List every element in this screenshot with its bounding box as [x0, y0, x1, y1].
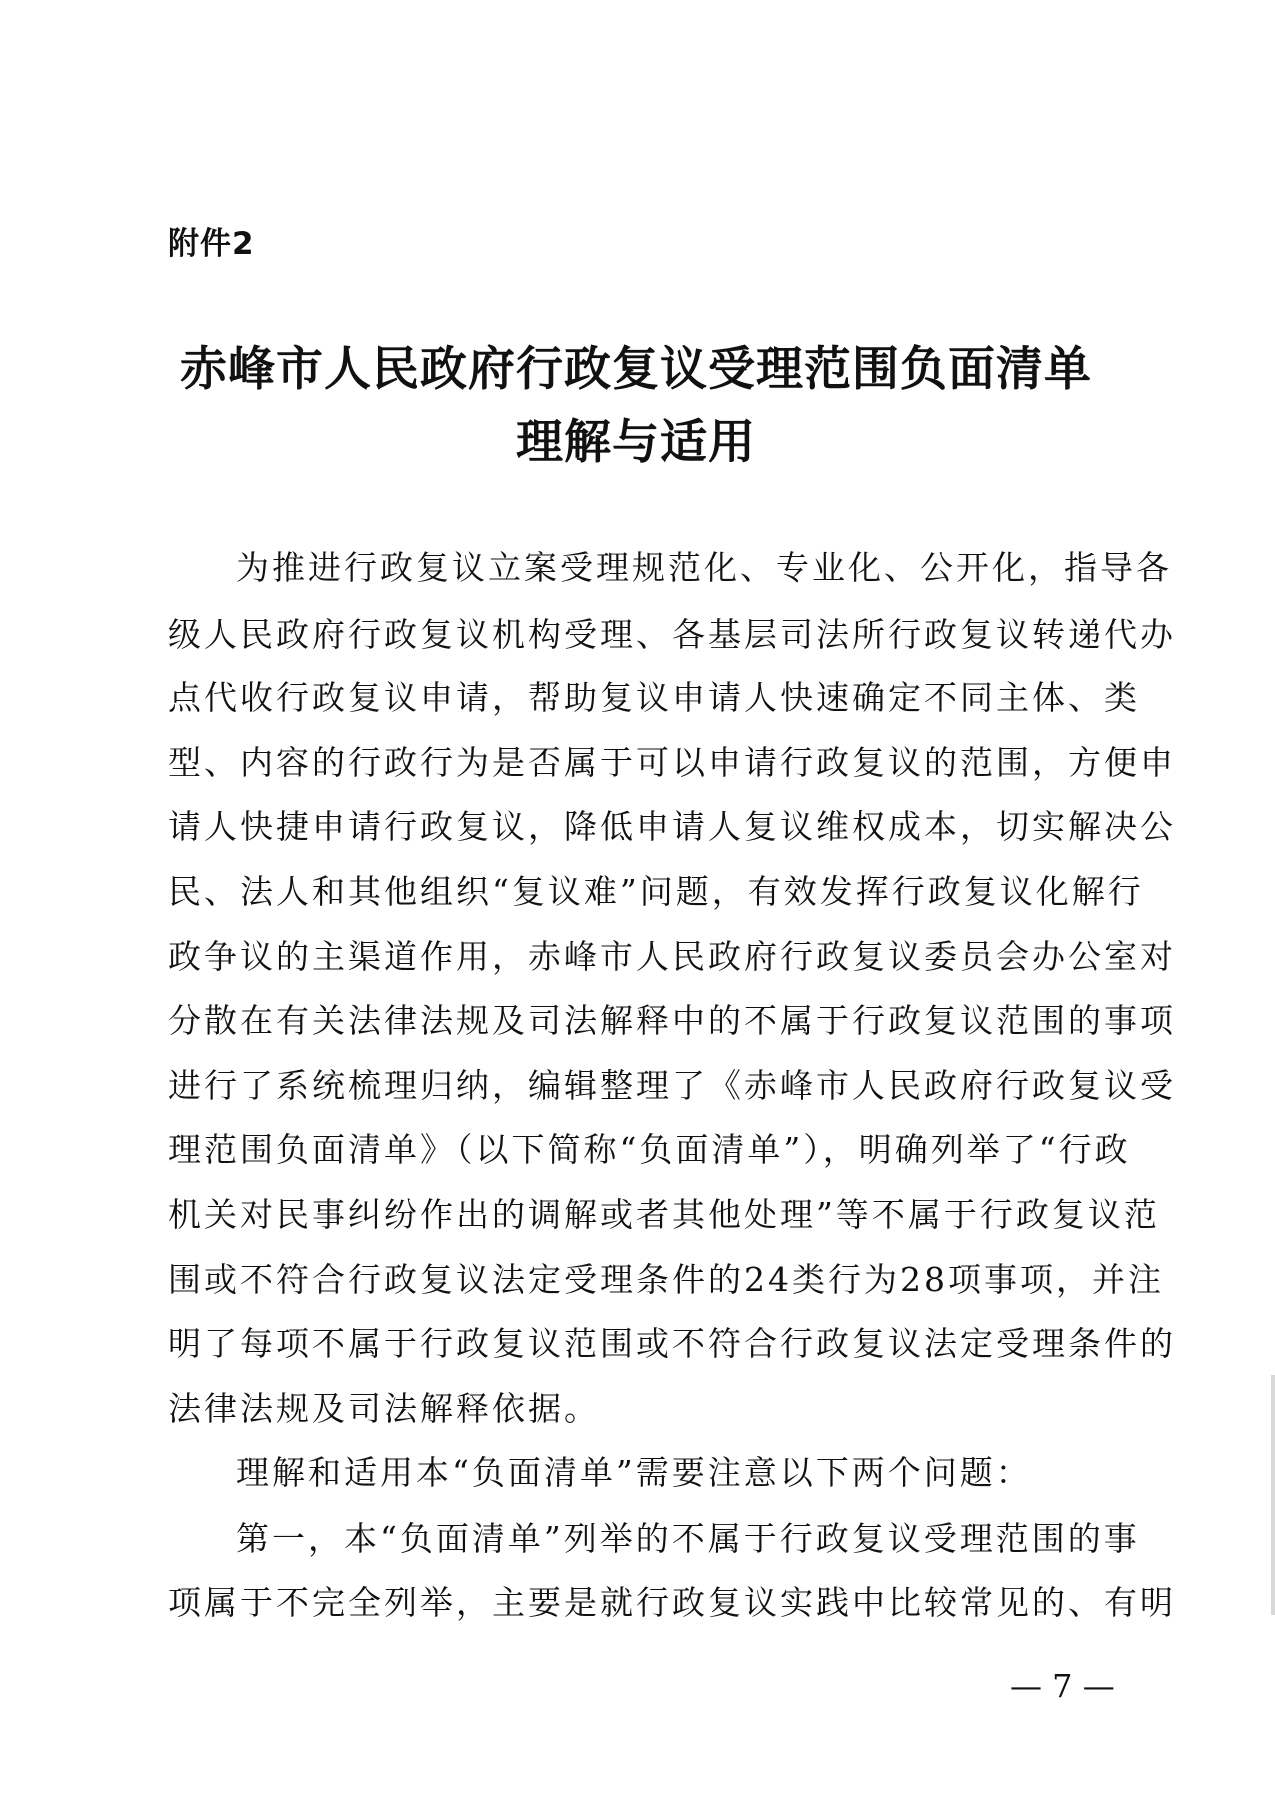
body-line-14: 法律法规及司法解释依据。 — [168, 1389, 600, 1428]
document-title-line-1: 赤峰市人民政府行政复议受理范围负面清单 — [180, 342, 1092, 397]
body-line-3: 点代收行政复议申请，帮助复议申请人快速确定不同主体、类 — [168, 678, 1140, 717]
page-number: — 7 — — [1010, 1667, 1115, 1705]
body-line-13: 明了每项不属于行政复议范围或不符合行政复议法定受理条件的 — [168, 1324, 1176, 1363]
body-line-10: 理范围负面清单》（以下简称“负面清单”），明确列举了“行政 — [168, 1130, 1131, 1169]
body-line-8: 分散在有关法律法规及司法解释中的不属于行政复议范围的事项 — [168, 1001, 1176, 1040]
body-line-4: 型、内容的行政行为是否属于可以申请行政复议的范围，方便申 — [168, 743, 1176, 782]
body-line-9: 进行了系统梳理归纳，编辑整理了《赤峰市人民政府行政复议受 — [168, 1066, 1176, 1105]
body-line-16: 第一，本“负面清单”列举的不属于行政复议受理范围的事 — [236, 1519, 1140, 1558]
attachment-label: 附件2 — [168, 226, 255, 262]
body-line-17: 项属于不完全列举，主要是就行政复议实践中比较常见的、有明 — [168, 1583, 1176, 1622]
body-line-1: 为推进行政复议立案受理规范化、专业化、公开化，指导各 — [236, 548, 1172, 587]
body-line-6: 民、法人和其他组织“复议难”问题，有效发挥行政复议化解行 — [168, 872, 1144, 911]
body-line-7: 政争议的主渠道作用，赤峰市人民政府行政复议委员会办公室对 — [168, 937, 1176, 976]
document-title-line-2: 理解与适用 — [516, 415, 756, 470]
page-edge-shadow — [1271, 1375, 1275, 1615]
body-line-12: 围或不符合行政复议法定受理条件的24类行为28项事项，并注 — [168, 1260, 1164, 1299]
body-line-2: 级人民政府行政复议机构受理、各基层司法所行政复议转递代办 — [168, 615, 1176, 654]
body-line-5: 请人快捷申请行政复议，降低申请人复议维权成本，切实解决公 — [168, 807, 1176, 846]
body-line-11: 机关对民事纠纷作出的调解或者其他处理”等不属于行政复议范 — [168, 1195, 1160, 1234]
body-line-15: 理解和适用本“负面清单”需要注意以下两个问题： — [236, 1453, 1032, 1492]
